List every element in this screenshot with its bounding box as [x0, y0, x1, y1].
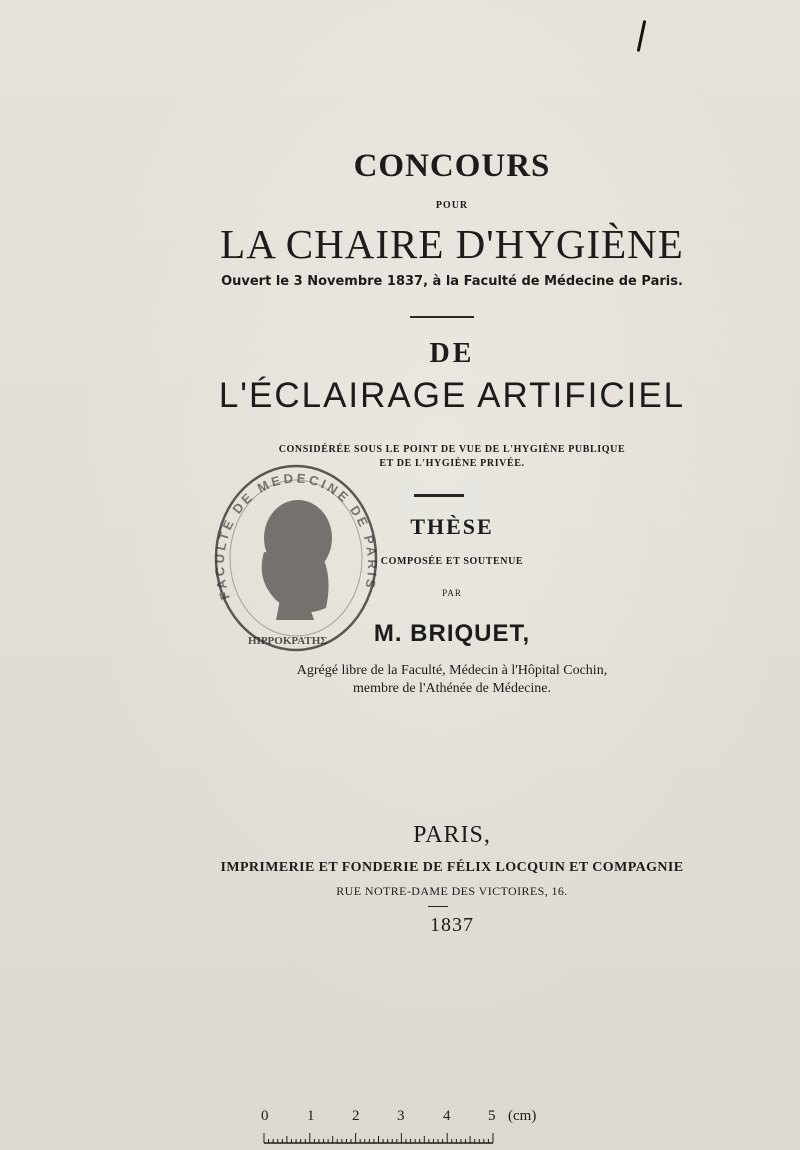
divider-rule-1 — [410, 316, 474, 318]
heading-chaire: LA CHAIRE D'HYGIÈNE — [220, 221, 684, 267]
library-stamp — [206, 460, 386, 660]
divider-rule-3 — [428, 906, 448, 907]
divider-rule-2 — [414, 494, 464, 497]
subject-qualifier-line2: ET DE L'HYGIÈNE PRIVÉE. — [379, 458, 525, 469]
scale-label-3: 3 — [397, 1108, 405, 1124]
author-name: M. BRIQUET, — [373, 620, 531, 647]
scale-label-0: 0 — [261, 1108, 269, 1124]
scale-label-4: 4 — [443, 1108, 451, 1124]
scale-bar — [256, 1108, 546, 1148]
heading-these: THÈSE — [410, 514, 494, 539]
heading-de: DE — [429, 338, 475, 369]
imprint-city: PARIS, — [413, 822, 491, 848]
scale-label-1: 1 — [307, 1108, 315, 1124]
imprint-printer: IMPRIMERIE ET FONDERIE DE FÉLIX LOCQUIN ET COMPAGNIE — [220, 860, 684, 875]
imprint-address: RUE NOTRE-DAME DES VICTOIRES, 16. — [336, 884, 568, 898]
handwritten-mark — [637, 20, 647, 52]
author-affiliation-line1: Agrégé libre de la Faculté, Médecin à l'Hôpital Cochin, — [296, 663, 608, 678]
portrait-bust-icon — [262, 500, 332, 620]
imprint-year: 1837 — [430, 914, 474, 936]
heading-subject: L'ÉCLAIRAGE ARTIFICIEL — [218, 376, 686, 415]
scale-ruler — [256, 1130, 496, 1144]
subject-qualifier-line1: CONSIDÉRÉE SOUS LE POINT DE VUE DE L'HYGIÈNE PUBLIQUE — [278, 444, 626, 455]
heading-composee: COMPOSÉE ET SOUTENUE — [380, 556, 524, 567]
heading-pour: POUR — [435, 200, 469, 211]
stamp-ring-text: FACULTE DE MEDECINE DE PARIS — [211, 470, 381, 602]
heading-ouvert: Ouvert le 3 Novembre 1837, à la Faculté de Médecine de Paris. — [221, 274, 683, 289]
author-affiliation-line2: membre de l'Athénée de Médecine. — [352, 681, 552, 696]
heading-concours: CONCOURS — [353, 148, 551, 184]
stamp-banner-text: HIPPOKPATHΣ — [248, 635, 328, 647]
scale-label-5: 5 — [488, 1108, 496, 1124]
scale-label-2: 2 — [352, 1108, 360, 1124]
heading-par: PAR — [442, 588, 462, 598]
scale-unit: (cm) — [508, 1108, 537, 1124]
